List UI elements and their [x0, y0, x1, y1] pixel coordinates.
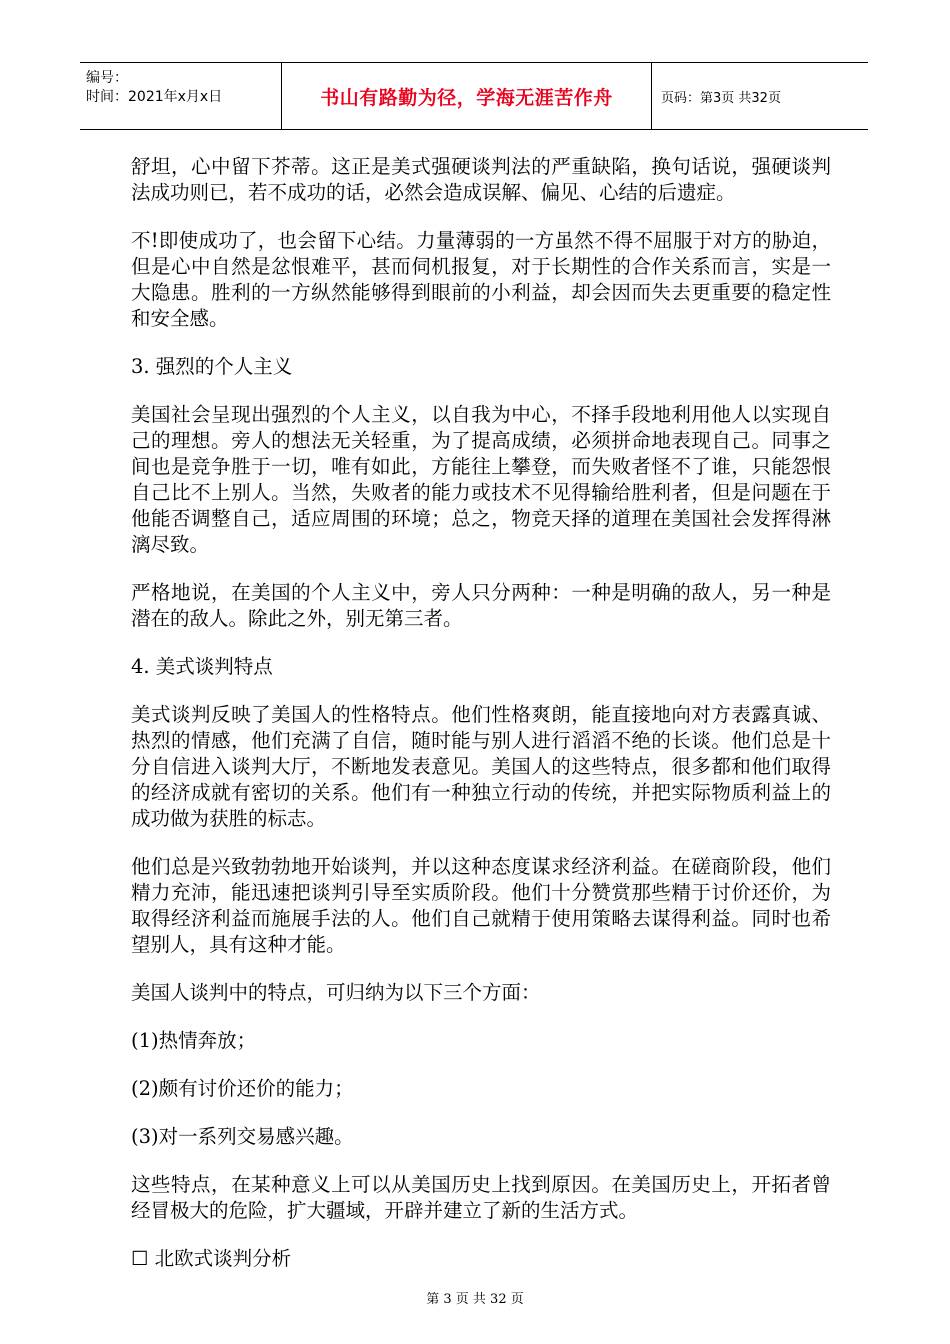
list-item-3: (3)对一系列交易感兴趣。: [131, 1125, 354, 1148]
paragraph-1: 舒坦，心中留下芥蒂。这正是美式强硬谈判法的严重缺陷，换句话说，强硬谈判法成功则已，若不成功的话，必然会造成误解、偏见、心结的后遗症。: [131, 155, 831, 204]
section-heading-nordic: ☐ 北欧式谈判分析: [131, 1247, 292, 1270]
page-footer: 第 3 页 共 32 页: [426, 1292, 524, 1307]
header-page-info: 页码：第3页 共32页: [661, 90, 781, 106]
page-header: [80, 62, 868, 130]
header-meta: [80, 63, 282, 129]
document-time-label: 时间：2021年x月x日: [86, 89, 223, 105]
paragraph-3: 美国社会呈现出强烈的个人主义，以自我为中心，不择手段地利用他人以实现自己的理想。旁人的想法无关轻重，为了提高成绩，必须拼命地表现自己。同事之间也是竞争胜于一切，唯有如此，方能往上攀登，而失败者怪不了谁，只能怨恨自己比不上别人。当然，失败者的能力或技术不见得输给胜利者，但是问题在于他能否调整自己，适应周围的环境；总之，物竞天择的道理在美国社会发挥得淋漓尽致。: [131, 403, 831, 556]
paragraph-5: 美式谈判反映了美国人的性格特点。他们性格爽朗，能直接地向对方表露真诚、热烈的情感，他们充满了自信，随时能与别人进行滔滔不绝的长谈。他们总是十分自信进入谈判大厅，不断地发表意见。美国人的这些特点，很多都和他们取得的经济成就有密切的关系。他们有一种独立行动的传统，并把实际物质利益上的成功做为获胜的标志。: [131, 703, 831, 830]
section-heading-4: 4. 美式谈判特点: [131, 655, 273, 678]
paragraph-6: 他们总是兴致勃勃地开始谈判，并以这种态度谋求经济利益。在磋商阶段，他们精力充沛，能迅速把谈判引导至实质阶段。他们十分赞赏那些精于讨价还价，为取得经济利益而施展手法的人。他们自己就精于使用策略去谋得利益。同时也希望别人，具有这种才能。: [131, 855, 831, 956]
paragraph-2: 不!即使成功了，也会留下心结。力量薄弱的一方虽然不得不屈服于对方的胁迫，但是心中自然是忿恨难平，甚而伺机报复，对于长期性的合作关系而言，实是一大隐患。胜利的一方纵然能够得到眼前的小利益，却会因而失去更重要的稳定性和安全感。: [131, 229, 831, 330]
list-item-1: (1)热情奔放；: [131, 1029, 257, 1052]
paragraph-7: 美国人谈判中的特点，可归纳为以下三个方面：: [131, 981, 541, 1004]
header-motto: 书山有路勤为径，学海无涯苦作舟: [282, 63, 652, 129]
document-body: [131, 154, 831, 1294]
list-item-2: (2)颇有讨价还价的能力；: [131, 1077, 354, 1100]
paragraph-4: 严格地说，在美国的个人主义中，旁人只分两种：一种是明确的敌人，另一种是潜在的敌人。除此之外，别无第三者。: [131, 581, 831, 630]
paragraph-8: 这些特点，在某种意义上可以从美国历史上找到原因。在美国历史上，开拓者曾经冒极大的危险，扩大疆域，开辟并建立了新的生活方式。: [131, 1173, 831, 1222]
document-number-label: 编号：: [86, 70, 128, 86]
section-heading-3: 3. 强烈的个人主义: [131, 355, 293, 378]
